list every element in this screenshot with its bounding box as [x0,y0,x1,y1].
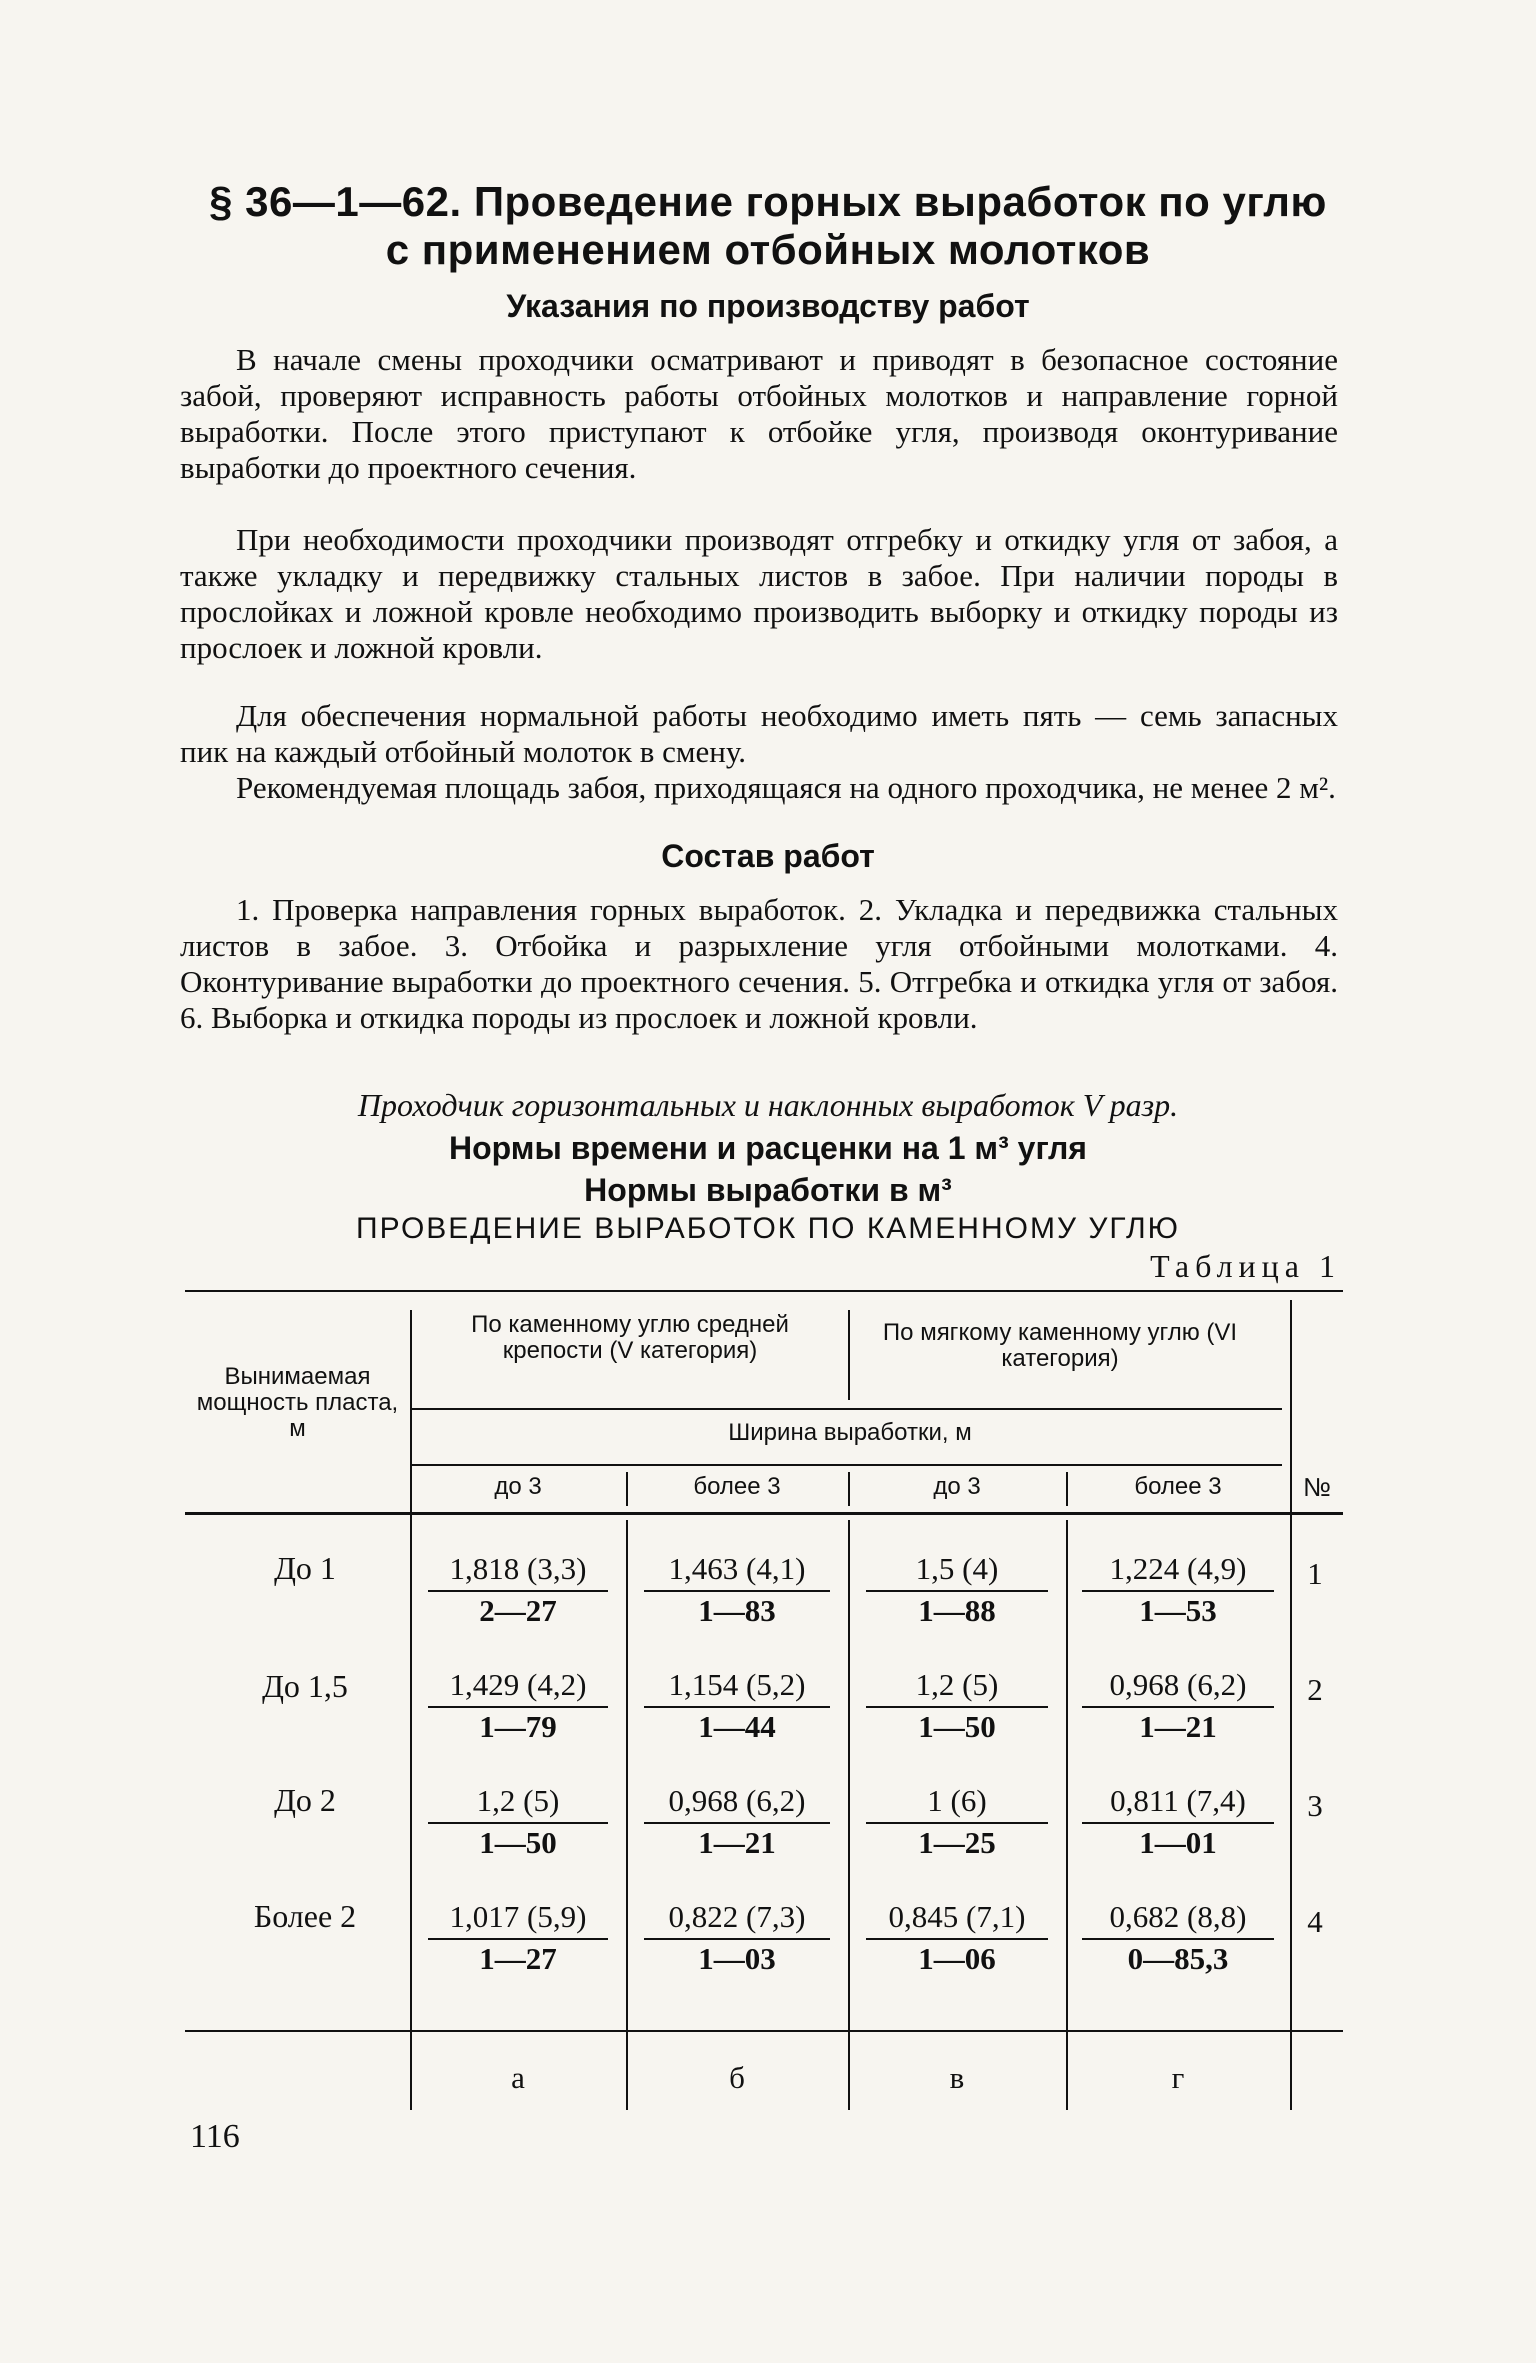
cell-price: 1—53 [1139,1593,1217,1628]
cell-norm: 1,818 (3,3) [428,1552,608,1592]
cell-price: 2—27 [479,1593,557,1628]
header-bottom-rule [185,1512,1343,1515]
column-divider-2 [626,1520,628,2110]
column-letter-d: г [1171,2060,1185,2095]
cell-price: 1—27 [479,1941,557,1976]
cell-price: 1—25 [918,1825,996,1860]
width-header-rule [412,1408,1282,1410]
header-group-medium-coal: По каменному углю средней крепости (V категория) [471,1311,789,1364]
row-number-3: 3 [1307,1788,1323,1823]
paragraph-1: В начале смены проходчики осматривают и приводят в безопасное состояние забой, проверяют исправность работы отбойных молотков и направление горной выработки. После этого приступают к отбойке угля, производя оконтуривание выработки до проектного сечения. [180,342,1338,485]
cell-norm: 1,463 (4,1) [644,1552,830,1592]
page-number: 116 [190,2118,240,2155]
cell-norm: 1 (6) [866,1784,1048,1824]
table-cell [1082,1784,1274,1860]
table-cell [428,1668,608,1744]
subheader-d: более 3 [1134,1473,1222,1500]
row-label-4: Более 2 [253,1898,357,1934]
cell-price: 1—21 [698,1825,776,1860]
composition-text: 1. Проверка направления горных выработок. 2. Укладка и передвижка стальных листов в забое. 3. Отбойка и разрыхление угля отбойными молотками. 4. Оконтуривание выработки до проектного сечения. 5. Отгребка и откидка угля от забоя. 6. Выборка и откидка породы из прослоек и ложной кровли. [180,892,1338,1035]
cell-norm: 1,2 (5) [866,1668,1048,1708]
worker-line: Проходчик горизонтальных и наклонных выработок V разр. [357,1087,1179,1123]
instructions-heading: Указания по производству работ [506,288,1030,324]
table-cell [1082,1552,1274,1628]
column-divider-1 [410,1310,412,2110]
table-cell [866,1668,1048,1744]
group-divider [848,1310,850,1400]
paragraph-3: Для обеспечения нормальной работы необходимо иметь пять — семь запасных пик на каждый отбойный молоток в смену. [180,698,1338,769]
table-cell [866,1900,1048,1976]
table-label: Таблица 1 [1150,1248,1341,1284]
subheader-b: более 3 [693,1473,781,1500]
cell-norm: 0,811 (7,4) [1082,1784,1274,1824]
column-divider-5 [1290,1300,1292,2110]
paragraph-2: При необходимости проходчики производят отгребку и откидку угля от забоя, а также укладку и передвижку стальных листов в забое. При наличии породы в прослойках и ложной кровле необходимо производить выборку и откидку породы из прослоек и ложной кровли. [180,522,1338,665]
cell-price: 0—85,3 [1127,1941,1229,1976]
row-label-1: До 1 [274,1550,336,1586]
cell-norm: 1,429 (4,2) [428,1668,608,1708]
paragraph-4: Рекомендуемая площадь забоя, приходящаяся на одного проходчика, не менее 2 м². [236,770,1336,805]
cell-price: 1—01 [1139,1825,1217,1860]
row-number-1: 1 [1307,1556,1323,1591]
composition-heading: Состав работ [661,838,875,874]
row-number-4: 4 [1307,1904,1323,1939]
cell-price: 1—88 [918,1593,996,1628]
subheader-c: до 3 [933,1473,981,1500]
table-cell [428,1900,608,1976]
subheader-rule [412,1464,1282,1466]
cell-norm: 1,224 (4,9) [1082,1552,1274,1592]
cell-price: 1—03 [698,1941,776,1976]
table-caption: ПРОВЕДЕНИЕ ВЫРАБОТОК ПО КАМЕННОМУ УГЛЮ [356,1212,1180,1245]
cell-price: 1—44 [698,1709,776,1744]
table-cell [428,1784,608,1860]
norms-line-1: Нормы времени и расценки на 1 м³ угля [449,1130,1087,1166]
table-top-rule [185,1290,1343,1292]
table-cell [644,1668,830,1744]
header-thickness: Вынимаемая мощность пласта, м [196,1363,399,1442]
table-cell [1082,1668,1274,1744]
table-cell [428,1552,608,1628]
column-divider-3 [848,1520,850,2110]
norms-line-2: Нормы выработки в м³ [584,1172,952,1208]
cell-norm: 1,017 (5,9) [428,1900,608,1940]
cell-price: 1—21 [1139,1709,1217,1744]
section-title-line-1: § 36—1—62. Проведение горных выработок по углю [209,178,1327,225]
table-cell [644,1784,830,1860]
cell-price: 1—83 [698,1593,776,1628]
section-title [150,178,1386,274]
table-cell [866,1552,1048,1628]
cell-norm: 0,968 (6,2) [1082,1668,1274,1708]
cell-norm: 1,154 (5,2) [644,1668,830,1708]
cell-norm: 1,5 (4) [866,1552,1048,1592]
cell-norm: 0,822 (7,3) [644,1900,830,1940]
body-bottom-rule [185,2030,1343,2032]
column-letter-b: б [729,2060,745,2095]
cell-norm: 0,845 (7,1) [866,1900,1048,1940]
table-cell [644,1900,830,1976]
cell-price: 1—79 [479,1709,557,1744]
section-title-line-2: с применением отбойных молотков [385,226,1151,273]
column-divider-4 [1066,1520,1068,2110]
row-label-2: До 1,5 [262,1668,348,1704]
cell-price: 1—50 [918,1709,996,1744]
header-group-soft-coal: По мягкому каменному углю (VI категория) [882,1319,1238,1372]
column-letter-c: в [949,2060,965,2095]
cell-price: 1—06 [918,1941,996,1976]
cell-price: 1—50 [479,1825,557,1860]
cell-norm: 0,968 (6,2) [644,1784,830,1824]
cell-norm: 1,2 (5) [428,1784,608,1824]
table-cell [1082,1900,1274,1976]
row-number-2: 2 [1307,1672,1323,1707]
row-label-3: До 2 [274,1782,336,1818]
column-letter-a: а [511,2060,525,2095]
cell-norm: 0,682 (8,8) [1082,1900,1274,1940]
table-cell [866,1784,1048,1860]
table-cell [644,1552,830,1628]
subheader-a: до 3 [494,1473,542,1500]
header-width: Ширина выработки, м [728,1419,972,1446]
header-row-number: № [1303,1472,1331,1502]
